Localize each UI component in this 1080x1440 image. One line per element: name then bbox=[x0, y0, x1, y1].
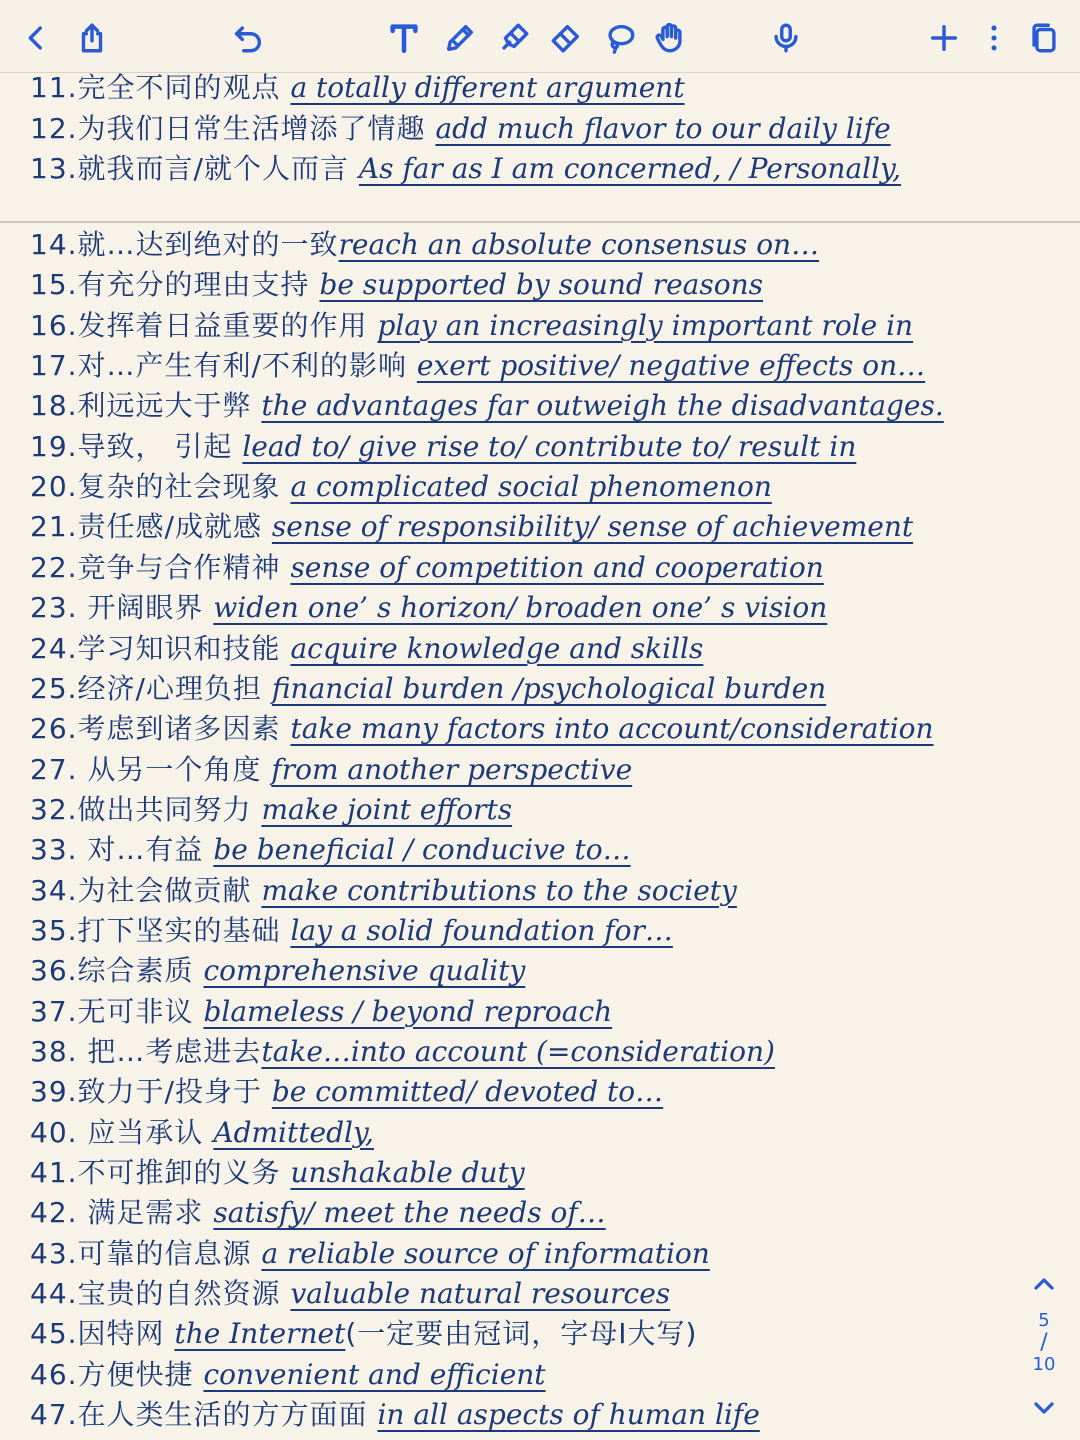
english-phrase: add much flavor to our daily life bbox=[435, 112, 891, 145]
chinese-phrase: 24.学习知识和技能 bbox=[30, 631, 291, 665]
note-line bbox=[30, 507, 913, 547]
chinese-phrase: 15.有充分的理由支持 bbox=[30, 268, 320, 302]
share-icon[interactable] bbox=[72, 18, 112, 58]
note-line bbox=[30, 1234, 710, 1274]
pages-icon[interactable] bbox=[1024, 18, 1064, 58]
chinese-phrase: 43.可靠的信息源 bbox=[30, 1236, 262, 1270]
english-phrase: financial burden /psychological burden bbox=[271, 671, 827, 705]
note-page bbox=[0, 72, 1080, 1440]
english-phrase: be beneficial / conducive to… bbox=[213, 833, 631, 867]
chinese-phrase: 42. 满足需求 bbox=[30, 1196, 214, 1230]
english-phrase: comprehensive quality bbox=[203, 954, 526, 988]
chinese-phrase: 19.导致， 引起 bbox=[30, 429, 243, 463]
page-separator: / bbox=[1040, 1330, 1048, 1355]
note-line bbox=[30, 911, 673, 951]
chinese-phrase: 35.打下坚实的基础 bbox=[30, 913, 291, 947]
chinese-phrase: 39.致力于/投身于 bbox=[30, 1075, 272, 1109]
english-phrase: sense of competition and cooperation bbox=[290, 550, 824, 584]
note-line bbox=[30, 1193, 606, 1233]
chinese-phrase: 18.利远远大于弊 bbox=[30, 389, 262, 423]
highlighter-icon[interactable] bbox=[494, 18, 534, 58]
text-tool-icon[interactable] bbox=[384, 18, 424, 58]
total-pages: 10 bbox=[1032, 1354, 1056, 1375]
chinese-phrase: 17.对…产生有利/不利的影响 bbox=[30, 349, 417, 383]
note-line bbox=[30, 1153, 525, 1193]
english-phrase: As far as I am concerned, / Personally, bbox=[358, 152, 902, 185]
note-line bbox=[30, 1395, 760, 1435]
chinese-phrase: 36.综合素质 bbox=[30, 954, 204, 988]
chinese-phrase: 37.无可非议 bbox=[30, 994, 204, 1028]
note-line bbox=[30, 467, 772, 507]
english-phrase: convenient and efficient bbox=[203, 1357, 546, 1391]
chinese-phrase: 20.复杂的社会现象 bbox=[30, 470, 291, 504]
english-phrase: a reliable source of information bbox=[261, 1236, 710, 1270]
english-phrase: acquire knowledge and skills bbox=[290, 631, 704, 665]
chinese-phrase: 16.发挥着日益重要的作用 bbox=[30, 308, 378, 342]
english-phrase: play an increasingly important role in bbox=[377, 308, 914, 342]
note-line bbox=[30, 386, 944, 426]
note-line bbox=[30, 588, 827, 628]
chinese-phrase: 14.就…达到绝对的一致 bbox=[30, 228, 339, 261]
note-line bbox=[30, 1355, 546, 1395]
page-divider bbox=[0, 221, 1080, 223]
chinese-phrase: 33. 对…有益 bbox=[30, 833, 214, 867]
chinese-phrase: 22.竞争与合作精神 bbox=[30, 550, 291, 584]
add-page-icon[interactable] bbox=[924, 18, 964, 58]
toolbar bbox=[0, 0, 1080, 73]
chinese-phrase: 38. 把…考虑进去 bbox=[30, 1035, 262, 1068]
english-phrase: sense of responsibility/ sense of achievement bbox=[271, 510, 914, 544]
english-phrase: take…into account (=consideration) bbox=[261, 1035, 775, 1068]
english-phrase: lead to/ give rise to/ contribute to/ result in bbox=[242, 429, 857, 463]
chinese-phrase: 13.就我而言/就个人而言 bbox=[30, 152, 359, 185]
english-phrase: reach an absolute consensus on… bbox=[338, 228, 820, 261]
pen-icon[interactable] bbox=[440, 18, 480, 58]
back-icon[interactable] bbox=[16, 18, 56, 58]
more-icon[interactable] bbox=[974, 18, 1014, 58]
note-line bbox=[30, 306, 913, 346]
chinese-phrase: 32.做出共同努力 bbox=[30, 792, 262, 826]
chinese-phrase: 21.责任感/成就感 bbox=[30, 510, 272, 544]
note-line bbox=[30, 109, 891, 149]
note-remark: (一定要由冠词，字母I大写) bbox=[345, 1317, 698, 1351]
chinese-phrase: 12.为我们日常生活增添了情趣 bbox=[30, 112, 436, 145]
lasso-icon[interactable] bbox=[600, 18, 640, 58]
english-phrase: the advantages far outweigh the disadvantages. bbox=[261, 389, 944, 423]
note-line bbox=[30, 72, 685, 108]
chinese-phrase: 47.在人类生活的方方面面 bbox=[30, 1398, 378, 1432]
note-line bbox=[30, 225, 819, 265]
note-line bbox=[30, 871, 737, 911]
page-navigator bbox=[1018, 1268, 1070, 1438]
english-phrase: make joint efforts bbox=[261, 792, 513, 826]
chinese-phrase: 45.因特网 bbox=[30, 1317, 175, 1351]
note-line bbox=[30, 1032, 775, 1072]
note-line bbox=[30, 951, 525, 991]
english-phrase: blameless / beyond reproach bbox=[203, 994, 613, 1028]
note-line bbox=[30, 992, 612, 1032]
note-line bbox=[30, 346, 925, 386]
chinese-phrase: 41.不可推卸的义务 bbox=[30, 1156, 291, 1190]
english-phrase: take many factors into account/consideration bbox=[290, 712, 934, 746]
note-line bbox=[30, 709, 934, 749]
note-line bbox=[30, 1113, 374, 1153]
note-line bbox=[30, 750, 632, 790]
chinese-phrase: 44.宝贵的自然资源 bbox=[30, 1277, 291, 1311]
note-line bbox=[30, 149, 901, 189]
english-phrase: valuable natural resources bbox=[290, 1277, 671, 1311]
chinese-phrase: 46.方便快捷 bbox=[30, 1357, 204, 1391]
chinese-phrase: 11.完全不同的观点 bbox=[30, 72, 291, 104]
english-phrase: a complicated social phenomenon bbox=[290, 470, 772, 504]
english-phrase: make contributions to the society bbox=[261, 873, 737, 907]
chinese-phrase: 34.为社会做贡献 bbox=[30, 873, 262, 907]
note-line bbox=[30, 265, 763, 305]
english-phrase: the Internet bbox=[174, 1317, 346, 1351]
note-line bbox=[30, 669, 826, 709]
english-phrase: unshakable duty bbox=[290, 1156, 525, 1190]
chinese-phrase: 40. 应当承认 bbox=[30, 1115, 214, 1149]
english-phrase: satisfy/ meet the needs of… bbox=[213, 1196, 606, 1230]
note-line bbox=[30, 1274, 670, 1314]
note-line bbox=[30, 427, 856, 467]
chinese-phrase: 27. 从另一个角度 bbox=[30, 752, 272, 786]
note-line bbox=[30, 790, 512, 830]
note-line bbox=[30, 548, 824, 588]
undo-icon[interactable] bbox=[228, 18, 268, 58]
chinese-phrase: 25.经济/心理负担 bbox=[30, 671, 272, 705]
english-phrase: lay a solid foundation for… bbox=[290, 913, 673, 947]
english-phrase: from another perspective bbox=[271, 752, 633, 786]
note-line bbox=[30, 629, 703, 669]
english-phrase: widen one’ s horizon/ broaden one’ s vision bbox=[213, 591, 828, 625]
english-phrase: a totally different argument bbox=[290, 72, 685, 104]
chevron-up-icon[interactable] bbox=[1028, 1268, 1060, 1300]
english-phrase: exert positive/ negative effects on… bbox=[416, 349, 926, 383]
current-page: 5 bbox=[1038, 1310, 1050, 1331]
microphone-icon[interactable] bbox=[766, 18, 806, 58]
note-line bbox=[30, 1314, 697, 1354]
chinese-phrase: 23. 开阔眼界 bbox=[30, 591, 214, 625]
hand-icon[interactable] bbox=[650, 18, 690, 58]
chevron-down-icon[interactable] bbox=[1028, 1392, 1060, 1424]
english-phrase: Admittedly, bbox=[213, 1115, 374, 1149]
note-line bbox=[30, 830, 631, 870]
english-phrase: be supported by sound reasons bbox=[319, 268, 764, 302]
chinese-phrase: 26.考虑到诸多因素 bbox=[30, 712, 291, 746]
english-phrase: be committed/ devoted to… bbox=[271, 1075, 664, 1109]
eraser-icon[interactable] bbox=[546, 18, 586, 58]
note-line bbox=[30, 1072, 663, 1112]
english-phrase: in all aspects of human life bbox=[377, 1398, 760, 1432]
